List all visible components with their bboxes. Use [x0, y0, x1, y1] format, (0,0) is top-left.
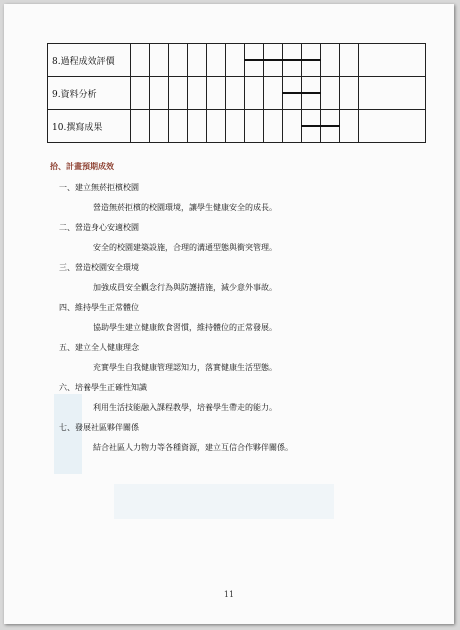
result-item — [59, 422, 419, 454]
month-cell — [226, 110, 245, 143]
month-cell — [321, 44, 340, 77]
month-cell — [131, 110, 150, 143]
month-cell — [169, 77, 188, 110]
schedule-bar — [263, 59, 283, 61]
schedule-bar — [320, 125, 340, 127]
result-item — [59, 302, 419, 334]
result-heading: 二、營造身心安適校園 — [59, 223, 139, 232]
expected-results-list — [59, 182, 419, 462]
month-cell — [245, 44, 264, 77]
schedule-bar — [282, 59, 302, 61]
task-label: 8.過程成效評價 — [48, 44, 131, 77]
month-cell — [131, 77, 150, 110]
document-page — [4, 4, 454, 624]
month-cell — [150, 110, 169, 143]
month-cell — [340, 77, 359, 110]
month-cell — [321, 110, 340, 143]
month-cell — [245, 110, 264, 143]
schedule-row — [48, 77, 426, 110]
month-cell — [207, 77, 226, 110]
month-cell — [245, 77, 264, 110]
month-cell — [226, 44, 245, 77]
result-item — [59, 182, 419, 214]
result-description: 營造無菸拒檳的校園環境，讓學生健康安全的成長。 — [93, 203, 277, 212]
month-cell — [283, 77, 302, 110]
result-heading: 五、建立全人健康理念 — [59, 343, 139, 352]
month-cell — [302, 44, 321, 77]
schedule-bar — [244, 59, 264, 61]
month-cell — [283, 44, 302, 77]
result-description: 協助學生建立健康飲食習慣，維持體位的正常發展。 — [93, 323, 277, 332]
month-cell — [188, 110, 207, 143]
month-cell — [207, 44, 226, 77]
remark-cell — [359, 110, 426, 143]
schedule-bar — [282, 92, 302, 94]
page-number: 11 — [223, 590, 235, 599]
result-item — [59, 382, 419, 414]
remark-cell — [359, 44, 426, 77]
month-cell — [188, 77, 207, 110]
result-item — [59, 262, 419, 294]
month-cell — [150, 44, 169, 77]
task-label: 9.資料分析 — [48, 77, 131, 110]
month-cell — [169, 110, 188, 143]
result-description: 安全的校園建築設施，合理的溝通型態與衝突管理。 — [93, 243, 277, 252]
result-description: 加強成員安全觀念行為與防護措施，減少意外事故。 — [93, 283, 277, 292]
month-cell — [264, 110, 283, 143]
schedule-row — [48, 110, 426, 143]
watermark-decoration — [114, 484, 334, 519]
month-cell — [188, 44, 207, 77]
result-heading: 四、維持學生正常體位 — [59, 303, 139, 312]
task-label: 10.撰寫成果 — [48, 110, 131, 143]
month-cell — [207, 110, 226, 143]
schedule-row — [48, 44, 426, 77]
month-cell — [321, 77, 340, 110]
month-cell — [150, 77, 169, 110]
month-cell — [264, 77, 283, 110]
schedule-bar — [301, 59, 321, 61]
result-item — [59, 222, 419, 254]
result-description: 結合社區人力物力等各種資源，建立互信合作夥伴關係。 — [93, 443, 293, 452]
month-cell — [226, 77, 245, 110]
month-cell — [302, 77, 321, 110]
result-heading: 一、建立無菸拒檳校園 — [59, 183, 139, 192]
section-title: 拾、計畫預期成效 — [50, 161, 114, 171]
month-cell — [264, 44, 283, 77]
month-cell — [340, 44, 359, 77]
result-item — [59, 342, 419, 374]
month-cell — [169, 44, 188, 77]
result-heading: 三、營造校園安全環境 — [59, 263, 139, 272]
month-cell — [302, 110, 321, 143]
result-description: 充實學生自我健康管理認知力，落實健康生活型態。 — [93, 363, 277, 372]
schedule-bar — [301, 92, 321, 94]
result-description: 利用生活技能融入課程教學，培養學生帶走的能力。 — [93, 403, 277, 412]
result-heading: 六、培養學生正確性知識 — [59, 383, 147, 392]
result-heading: 七、發展社區夥伴關係 — [59, 423, 139, 432]
month-cell — [340, 110, 359, 143]
month-cell — [283, 110, 302, 143]
schedule-bar — [301, 125, 321, 127]
remark-cell — [359, 77, 426, 110]
month-cell — [131, 44, 150, 77]
schedule-table — [47, 43, 426, 143]
